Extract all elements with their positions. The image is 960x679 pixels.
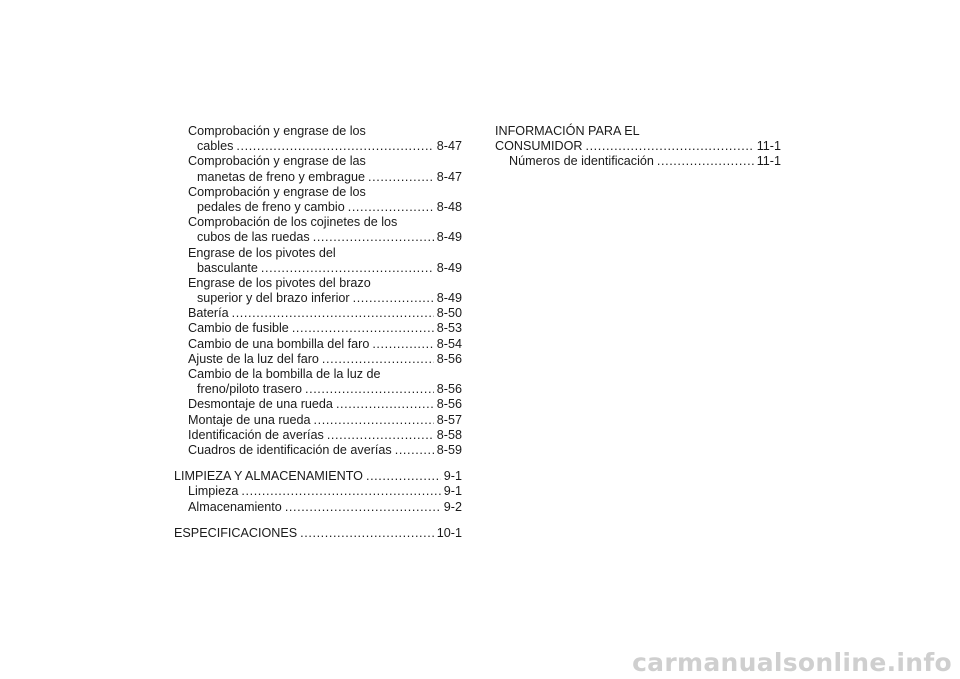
toc-entry[interactable] xyxy=(174,413,462,428)
toc-page-number: 8-56 xyxy=(436,382,462,397)
toc-entry-title: basculante xyxy=(197,260,258,275)
toc-entry-title: manetas de freno y embrague xyxy=(197,169,366,184)
dot-leader xyxy=(395,443,434,458)
toc-entry-title: Comprobación y engrase de los xyxy=(188,124,366,138)
toc-entry-title: INFORMACIÓN PARA EL xyxy=(495,124,640,138)
toc-column-left xyxy=(174,124,462,541)
dot-leader xyxy=(314,413,434,428)
toc-page-number: 8-56 xyxy=(436,397,462,412)
dot-leader xyxy=(313,230,434,245)
toc-entry-title: cubos de las ruedas xyxy=(197,230,310,245)
dot-leader xyxy=(336,397,434,412)
toc-entry-title: Limpieza xyxy=(188,484,239,499)
toc-page-number: 8-58 xyxy=(436,427,462,442)
dot-leader xyxy=(305,382,434,397)
toc-entry-title: Identificación de averías xyxy=(188,427,324,442)
toc-entry-title: Engrase de los pivotes del xyxy=(188,245,336,260)
toc-entry-title: Comprobación y engrase de las xyxy=(188,154,366,169)
toc-entry-title: freno/piloto trasero xyxy=(197,382,303,397)
toc-entry[interactable] xyxy=(174,484,462,499)
toc-entry-title: pedales de freno y cambio xyxy=(197,199,345,214)
toc-entry-title: Cambio de la bombilla de la luz de xyxy=(188,367,381,381)
watermark: carmanualsonline.info xyxy=(632,648,952,677)
dot-leader xyxy=(285,500,441,515)
toc-entry[interactable] xyxy=(174,215,462,245)
toc-page-number: 8-49 xyxy=(436,230,462,245)
dot-leader xyxy=(372,337,433,352)
dot-leader xyxy=(322,352,434,367)
toc-page-number: 8-54 xyxy=(436,336,462,351)
dot-leader xyxy=(232,306,434,321)
toc-entry-title: Engrase de los pivotes del brazo xyxy=(188,275,371,290)
toc-page-number: 8-49 xyxy=(436,291,462,306)
toc-entry-title: Cuadros de identificación de averías xyxy=(188,442,392,457)
toc-page-number: 11-1 xyxy=(756,154,781,169)
toc-entry-title: Cambio de fusible xyxy=(188,321,289,336)
toc-entry[interactable] xyxy=(174,397,462,412)
toc-entry[interactable] xyxy=(174,246,462,276)
dot-leader xyxy=(585,139,753,154)
toc-section[interactable] xyxy=(174,469,462,484)
dot-leader xyxy=(261,261,434,276)
toc-page-number: 8-48 xyxy=(436,199,462,214)
toc-entry[interactable] xyxy=(174,154,462,184)
toc-entry-title: superior y del brazo inferior xyxy=(197,291,350,306)
toc-page-number: 9-2 xyxy=(443,499,462,514)
toc-entry-title: Comprobación y engrase de los xyxy=(188,184,366,199)
toc-entry-title: Batería xyxy=(188,306,229,321)
toc-entry-title: Números de identificación xyxy=(509,154,654,169)
toc-entry[interactable] xyxy=(174,276,462,306)
toc-entry[interactable] xyxy=(174,306,462,321)
toc-section[interactable] xyxy=(495,124,781,154)
dot-leader xyxy=(368,170,434,185)
dot-leader xyxy=(353,291,434,306)
toc-entry[interactable] xyxy=(174,321,462,336)
toc-page-number: 10-1 xyxy=(436,525,462,540)
dot-leader xyxy=(348,200,434,215)
toc-entry[interactable] xyxy=(174,337,462,352)
dot-leader xyxy=(236,139,433,154)
dot-leader xyxy=(657,154,754,169)
toc-column-right xyxy=(495,124,781,170)
toc-page-number: 8-56 xyxy=(436,351,462,366)
toc-entry-title: Montaje de una rueda xyxy=(188,412,311,427)
dot-leader xyxy=(300,526,434,541)
toc-entry-title: ESPECIFICACIONES xyxy=(174,525,298,540)
toc-entry-title: CONSUMIDOR xyxy=(495,139,583,154)
toc-entry-title: Desmontaje de una rueda xyxy=(188,397,333,412)
toc-entry[interactable] xyxy=(174,185,462,215)
toc-page-number: 8-57 xyxy=(436,412,462,427)
toc-entry[interactable] xyxy=(174,367,462,397)
toc-entry-title: cables xyxy=(197,139,234,154)
section-spacer xyxy=(174,458,462,469)
toc-entry-title: Cambio de una bombilla del faro xyxy=(188,336,370,351)
toc-page-number: 8-49 xyxy=(436,260,462,275)
toc-page-number: 8-59 xyxy=(436,442,462,457)
toc-entry-title: Comprobación de los cojinetes de los xyxy=(188,215,398,230)
toc-entry-title: Ajuste de la luz del faro xyxy=(188,351,319,366)
toc-entry[interactable] xyxy=(495,154,781,169)
toc-section[interactable] xyxy=(174,526,462,541)
toc-entry-title: Almacenamiento xyxy=(188,499,282,514)
toc-entry[interactable] xyxy=(174,124,462,154)
dot-leader xyxy=(327,428,434,443)
toc-entry[interactable] xyxy=(174,443,462,458)
toc-entry[interactable] xyxy=(174,352,462,367)
dot-leader xyxy=(292,321,434,336)
dot-leader xyxy=(241,484,440,499)
toc-entry[interactable] xyxy=(174,428,462,443)
dot-leader xyxy=(366,469,441,484)
toc-page-number: 8-50 xyxy=(436,306,462,321)
toc-entry[interactable] xyxy=(174,500,462,515)
toc-page-number: 9-1 xyxy=(443,469,462,484)
toc-page-number: 8-53 xyxy=(436,321,462,336)
toc-entry-title: LIMPIEZA Y ALMACENAMIENTO xyxy=(174,469,363,484)
toc-page-number: 9-1 xyxy=(443,484,462,499)
section-spacer xyxy=(174,515,462,526)
toc-page-number: 8-47 xyxy=(436,139,462,154)
toc-page-number: 11-1 xyxy=(756,139,781,154)
toc-page-number: 8-47 xyxy=(436,169,462,184)
